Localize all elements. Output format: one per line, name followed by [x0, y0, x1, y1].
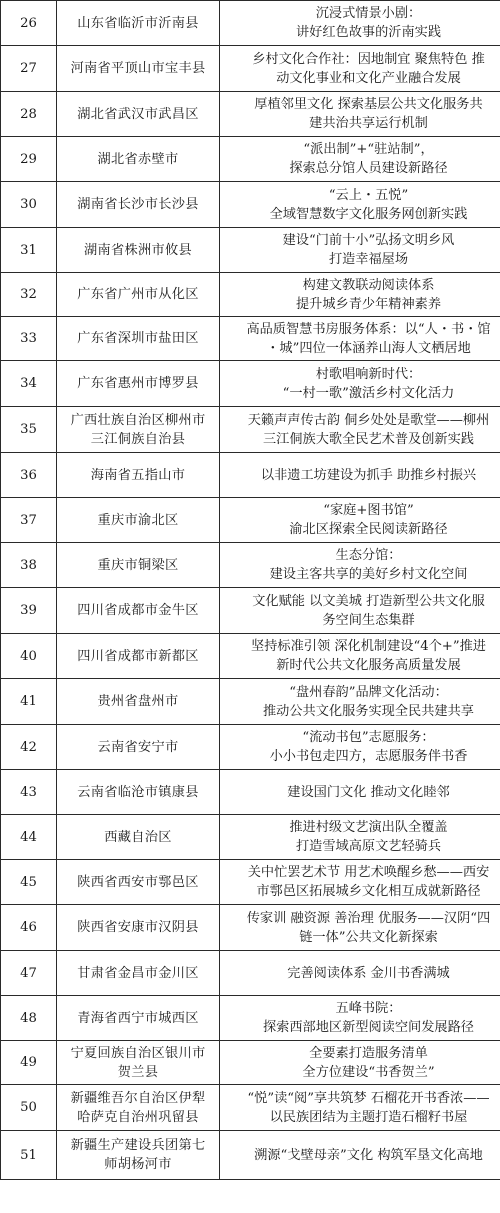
case-title-line: 构建文教联动阅读体系: [302, 277, 435, 293]
row-number: 50: [1, 1085, 57, 1131]
region-text-line: 四川省成都市金牛区: [77, 603, 199, 618]
table-row: [1, 860, 500, 905]
region-text-line: 陕西省西安市鄠邑区: [77, 874, 199, 890]
case-title-cell: [220, 92, 500, 137]
case-title-line: 讲好红色故事的沂南实践: [295, 25, 442, 40]
row-number: 46: [1, 905, 57, 951]
case-title-cell: [220, 860, 500, 905]
table-row: [1, 1, 500, 46]
case-title-cell: [220, 453, 500, 498]
case-title-line: 传家训 融资源 善治理 优服务——汉阴“四: [246, 910, 491, 926]
case-title-cell: [220, 951, 500, 996]
case-title-line: 关中忙罢艺术节 用艺术唤醒乡愁——西安: [247, 865, 490, 880]
region-cell: [57, 1, 220, 46]
table-row: [1, 92, 500, 137]
region-text-line: 哈萨克自治州巩留县: [77, 1109, 199, 1125]
case-title-cell: [220, 815, 500, 860]
case-title-line: 小小书包走四方，志愿服务伴书香: [269, 749, 468, 764]
case-title-line: 完善阅读体系 金川书香满城: [287, 965, 450, 981]
table-row: [1, 770, 500, 815]
case-title-cell: [220, 543, 500, 588]
region-text-line: 河南省平顶山市宝丰县: [70, 61, 206, 76]
case-title-line: 五峰书院：: [335, 1001, 402, 1016]
region-text-line: 西藏自治区: [104, 829, 172, 845]
region-text-line: 广东省深圳市盐田区: [77, 331, 199, 346]
case-title-line: 溯源“戈壁母亲”文化 构筑军垦文化高地: [254, 1147, 483, 1163]
table-row: [1, 317, 500, 361]
region-cell: [57, 679, 220, 725]
case-title-cell: [220, 725, 500, 770]
row-number: 36: [1, 453, 57, 498]
table-row: [1, 634, 500, 679]
region-cell: [57, 46, 220, 92]
row-number: 29: [1, 137, 57, 182]
region-cell: [57, 770, 220, 815]
case-title-line: 生态分馆：: [335, 548, 402, 563]
region-text-line: 新疆生产建设兵团第七: [70, 1138, 206, 1153]
case-title-cell: [220, 770, 500, 815]
case-title-line: 探索西部地区新型阅读空间发展路径: [263, 1020, 474, 1035]
region-text-line: 云南省安宁市: [97, 739, 179, 755]
region-cell: [57, 1131, 220, 1180]
table-row: [1, 46, 500, 92]
case-title-line: 链一体”公共文化新探索: [299, 929, 438, 945]
table-row: [1, 1041, 500, 1085]
case-title-cell: [220, 407, 500, 453]
region-text-line: 宁夏回族自治区银川市: [70, 1045, 206, 1061]
case-title-line: 文化赋能 以文美城 打造新型公共文化服: [252, 593, 485, 609]
row-number: 47: [1, 951, 57, 996]
region-text-line: 广东省惠州市博罗县: [77, 376, 199, 391]
case-title-line: 厚植邻里文化 探索基层公共文化服务共: [254, 97, 483, 112]
table-body: [1, 1, 500, 1180]
row-number: 33: [1, 317, 57, 361]
case-title-line: 天籁声声传古韵 侗乡处处是歌堂——柳州: [247, 412, 490, 428]
case-title-line: 打造幸福屋场: [328, 252, 409, 267]
case-title-cell: [220, 1, 500, 46]
row-number: 35: [1, 407, 57, 453]
region-cell: [57, 317, 220, 361]
table-row: [1, 137, 500, 182]
region-cell: [57, 951, 220, 996]
table-row: [1, 498, 500, 543]
region-text-line: 青海省西宁市城西区: [77, 1010, 199, 1026]
case-title-line: 全要素打造服务清单: [309, 1045, 428, 1061]
case-title-line: 村歌唱响新时代：: [315, 366, 422, 382]
region-cell: [57, 361, 220, 407]
region-cell: [57, 137, 220, 182]
table-row: [1, 996, 500, 1041]
region-cell: [57, 634, 220, 679]
row-number: 40: [1, 634, 57, 679]
region-cell: [57, 498, 220, 543]
row-number: 48: [1, 996, 57, 1041]
case-title-cell: [220, 273, 500, 317]
table-row: [1, 951, 500, 996]
row-number: 45: [1, 860, 57, 905]
row-number: 34: [1, 361, 57, 407]
case-title-cell: [220, 634, 500, 679]
case-title-line: 动文化事业和文化产业融合发展: [276, 70, 461, 86]
case-title-line: 打造雪域高原文艺轻骑兵: [295, 839, 442, 854]
row-number: 32: [1, 273, 57, 317]
region-text-line: 陕西省安康市汉阴县: [77, 920, 199, 935]
region-cell: [57, 905, 220, 951]
region-text-line: 湖北省赤壁市: [97, 151, 179, 167]
region-cell: [57, 996, 220, 1041]
region-text-line: 广东省广州市从化区: [77, 287, 199, 302]
row-number: 37: [1, 498, 57, 543]
case-title-line: 市鄠邑区拓展城乡文化相互成就新路径: [256, 884, 481, 899]
case-title-line: 坚持标准引领 深化机制建设“4个+”推进: [251, 639, 486, 654]
region-text-line: 海南省五指山市: [90, 467, 186, 483]
row-number: 28: [1, 92, 57, 137]
case-title-cell: [220, 46, 500, 92]
row-number: 26: [1, 1, 57, 46]
case-title-line: “悦”读“阅”享共筑梦 石榴花开书香浓——: [247, 1090, 490, 1106]
case-title-line: 以非遗工坊建设为抓手 助推乡村振兴: [260, 467, 477, 483]
region-text-line: 贵州省盘州市: [97, 694, 179, 709]
case-title-line: 新时代公共文化服务高质量发展: [276, 658, 461, 673]
table-row: [1, 273, 500, 317]
region-text-line: 湖南省株洲市攸县: [84, 242, 192, 258]
region-cell: [57, 588, 220, 634]
region-cell: [57, 407, 220, 453]
region-cell: [57, 1085, 220, 1131]
region-text-line: 山东省临沂市沂南县: [77, 15, 199, 31]
region-cell: [57, 228, 220, 273]
case-title-line: 推进村级文艺演出队全覆盖: [289, 820, 448, 835]
case-title-line: ・城”四位一体涵养山海人文栖居地: [266, 340, 471, 356]
region-text-line: 湖北省武汉市武昌区: [77, 106, 199, 122]
table-row: [1, 679, 500, 725]
row-number: 44: [1, 815, 57, 860]
case-title-line: 提升城乡青少年精神素养: [295, 296, 442, 312]
region-cell: [57, 182, 220, 228]
case-title-cell: [220, 1085, 500, 1131]
case-title-cell: [220, 361, 500, 407]
row-number: 41: [1, 679, 57, 725]
region-cell: [57, 1041, 220, 1085]
table-row: [1, 725, 500, 770]
row-number: 30: [1, 182, 57, 228]
case-title-line: 渝北区探索全民阅读新路径: [289, 522, 448, 537]
case-title-line: “流动书包”志愿服务：: [302, 730, 435, 745]
case-title-line: 高品质智慧书房服务体系：以“人・书・馆: [246, 321, 491, 337]
case-title-cell: [220, 905, 500, 951]
case-title-line: 建共治共享运行机制: [309, 116, 428, 131]
case-title-line: 探索总分馆人员建设新路径: [289, 161, 448, 176]
case-title-line: 沉浸式情景小剧：: [315, 6, 422, 21]
case-title-line: “家庭+图书馆”: [323, 503, 414, 518]
table-row: [1, 228, 500, 273]
row-number: 43: [1, 770, 57, 815]
region-text-line: 贺兰县: [117, 1064, 159, 1080]
table-row: [1, 1131, 500, 1180]
row-number: 39: [1, 588, 57, 634]
row-number: 38: [1, 543, 57, 588]
case-title-cell: [220, 1131, 500, 1180]
table-row: [1, 453, 500, 498]
region-text-line: 四川省成都市新都区: [77, 648, 199, 664]
region-text-line: 重庆市渝北区: [97, 512, 179, 528]
table-row: [1, 543, 500, 588]
case-title-cell: [220, 996, 500, 1041]
case-title-line: 建设“门前十小”弘扬文明乡风: [282, 233, 455, 248]
table-row: [1, 588, 500, 634]
region-cell: [57, 860, 220, 905]
region-cell: [57, 725, 220, 770]
region-text-line: 湖南省长沙市长沙县: [77, 197, 199, 212]
region-cell: [57, 815, 220, 860]
row-number: 42: [1, 725, 57, 770]
region-text-line: 新疆维吾尔自治区伊犁: [70, 1090, 206, 1106]
row-number: 49: [1, 1041, 57, 1085]
table-row: [1, 361, 500, 407]
case-title-line: 三江侗族大歌全民艺术普及创新实践: [263, 431, 474, 447]
case-title-line: “云上・五悦”: [328, 187, 409, 203]
region-text-line: 重庆市铜梁区: [97, 557, 179, 573]
case-title-line: “派出制”+“驻站制”，: [303, 142, 434, 157]
case-title-line: 以民族团结为主题打造石榴籽书屋: [269, 1109, 468, 1125]
region-text-line: 三江侗族自治县: [90, 431, 186, 447]
case-title-line: 全域智慧数字文化服务网创新实践: [269, 206, 468, 222]
case-title-line: 全方位建设“书香贺兰”: [302, 1064, 435, 1080]
row-number: 31: [1, 228, 57, 273]
region-cell: [57, 543, 220, 588]
region-text-line: 师胡杨河市: [104, 1157, 172, 1172]
case-title-line: 推动公共文化服务实现全民共建共享: [263, 703, 474, 719]
table-row: [1, 905, 500, 951]
case-title-line: 建设主客共享的美好乡村文化空间: [269, 567, 468, 582]
case-title-cell: [220, 137, 500, 182]
table-row: [1, 407, 500, 453]
row-number: 27: [1, 46, 57, 92]
case-title-cell: [220, 317, 500, 361]
case-title-cell: [220, 1041, 500, 1085]
case-title-cell: [220, 588, 500, 634]
region-text-line: 甘肃省金昌市金川区: [77, 965, 199, 981]
case-title-line: “盘州春韵”品牌文化活动：: [289, 684, 448, 700]
case-title-cell: [220, 228, 500, 273]
table-row: [1, 182, 500, 228]
region-cell: [57, 273, 220, 317]
case-title-cell: [220, 679, 500, 725]
region-text-line: 云南省临沧市镇康县: [77, 784, 199, 800]
case-title-line: 乡村文化合作社：因地制宜 聚焦特色 推: [252, 51, 485, 67]
region-cell: [57, 92, 220, 137]
region-text-line: 广西壮族自治区柳州市: [70, 412, 206, 428]
case-title-cell: [220, 498, 500, 543]
case-title-line: 务空间生态集群: [322, 612, 415, 628]
row-number: 51: [1, 1131, 57, 1180]
table-row: [1, 815, 500, 860]
case-title-line: 建设国门文化 推动文化睦邻: [287, 784, 450, 800]
region-cell: [57, 453, 220, 498]
case-title-line: “一村一歌”激活乡村文化活力: [282, 385, 455, 401]
case-title-cell: [220, 182, 500, 228]
table-row: [1, 1085, 500, 1131]
